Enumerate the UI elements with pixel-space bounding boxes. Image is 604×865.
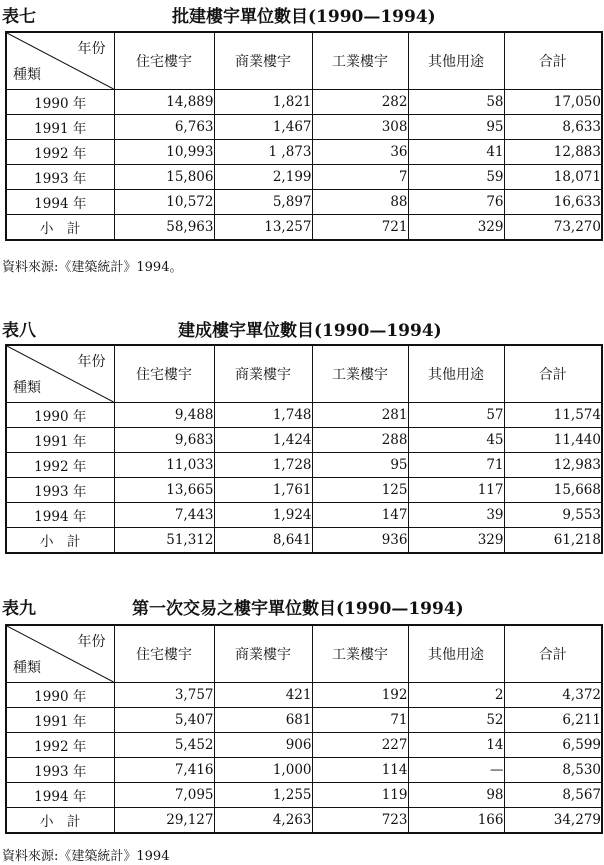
column-header: 合計 — [504, 32, 602, 90]
cell: 10,572 — [114, 190, 214, 215]
cell: 227 — [312, 733, 408, 758]
cell: 57 — [408, 403, 504, 428]
row-label: 1992 年 — [6, 140, 114, 165]
table8-title: 建成樓宇單位數目(1990—1994) — [178, 321, 442, 341]
cell: 12,883 — [504, 140, 602, 165]
row-label: 小 計 — [6, 808, 114, 834]
cell: 4,372 — [504, 683, 602, 708]
cell: 14,889 — [114, 90, 214, 115]
row-label: 1991 年 — [6, 428, 114, 453]
table-row — [6, 708, 602, 733]
row-label: 1992 年 — [6, 733, 114, 758]
cell: 76 — [408, 190, 504, 215]
cell: 16,633 — [504, 190, 602, 215]
cell: 5,452 — [114, 733, 214, 758]
cell: 1,924 — [214, 503, 312, 528]
cell: 9,553 — [504, 503, 602, 528]
column-header: 其他用途 — [408, 345, 504, 403]
column-header: 商業樓宇 — [214, 345, 312, 403]
row-label: 1990 年 — [6, 90, 114, 115]
cell: 281 — [312, 403, 408, 428]
subtotal-row — [6, 808, 602, 834]
table-row — [6, 503, 602, 528]
cell: 119 — [312, 783, 408, 808]
cell: 9,488 — [114, 403, 214, 428]
cell: 59 — [408, 165, 504, 190]
row-label: 1991 年 — [6, 115, 114, 140]
row-label: 1991 年 — [6, 708, 114, 733]
column-header: 住宅樓宇 — [114, 345, 214, 403]
cell: 15,668 — [504, 478, 602, 503]
cell: 95 — [408, 115, 504, 140]
column-header: 合計 — [504, 625, 602, 683]
row-label: 1992 年 — [6, 453, 114, 478]
subtotal-row — [6, 215, 602, 241]
corner-year-label: 年份 — [77, 634, 106, 650]
table9-label: 表九 — [2, 599, 36, 619]
cell: 11,033 — [114, 453, 214, 478]
cell: 6,211 — [504, 708, 602, 733]
cell: 1,000 — [214, 758, 312, 783]
cell: 723 — [312, 808, 408, 834]
table7-label: 表七 — [2, 7, 36, 27]
corner-kind-label: 種類 — [13, 67, 41, 83]
cell: 308 — [312, 115, 408, 140]
cell: 4,263 — [214, 808, 312, 834]
table-row — [6, 733, 602, 758]
cell: — — [408, 758, 504, 783]
cell: 3,757 — [114, 683, 214, 708]
row-label: 1993 年 — [6, 478, 114, 503]
cell: 8,567 — [504, 783, 602, 808]
column-header: 其他用途 — [408, 625, 504, 683]
cell: 1,728 — [214, 453, 312, 478]
cell: 98 — [408, 783, 504, 808]
cell: 1,821 — [214, 90, 312, 115]
cell: 8,641 — [214, 528, 312, 554]
corner-year-label: 年份 — [77, 354, 106, 370]
cell: 1,761 — [214, 478, 312, 503]
row-label: 1993 年 — [6, 165, 114, 190]
table9-title: 第一次交易之樓宇單位數目(1990—1994) — [132, 599, 464, 619]
row-label: 1994 年 — [6, 503, 114, 528]
cell: 73,270 — [504, 215, 602, 241]
cell: 11,574 — [504, 403, 602, 428]
column-header: 合計 — [504, 345, 602, 403]
cell: 936 — [312, 528, 408, 554]
table-row — [6, 190, 602, 215]
cell: 282 — [312, 90, 408, 115]
table7-title: 批建樓宇單位數目(1990—1994) — [172, 7, 436, 27]
cell: 13,665 — [114, 478, 214, 503]
cell: 421 — [214, 683, 312, 708]
cell: 1,748 — [214, 403, 312, 428]
table-row — [6, 165, 602, 190]
table-row — [6, 403, 602, 428]
cell: 125 — [312, 478, 408, 503]
cell: 7,443 — [114, 503, 214, 528]
column-header: 住宅樓宇 — [114, 625, 214, 683]
table8 — [5, 344, 603, 554]
cell: 5,407 — [114, 708, 214, 733]
row-label: 1994 年 — [6, 190, 114, 215]
cell: 117 — [408, 478, 504, 503]
cell: 1,467 — [214, 115, 312, 140]
cell: 329 — [408, 528, 504, 554]
cell: 7,416 — [114, 758, 214, 783]
cell: 166 — [408, 808, 504, 834]
cell: 192 — [312, 683, 408, 708]
row-label: 1990 年 — [6, 403, 114, 428]
column-header: 其他用途 — [408, 32, 504, 90]
table7-header-row — [6, 32, 602, 90]
column-header: 住宅樓宇 — [114, 32, 214, 90]
cell: 18,071 — [504, 165, 602, 190]
table7-source-note: 資料來源:《建築統計》1994。 — [2, 260, 183, 275]
cell: 147 — [312, 503, 408, 528]
cell: 906 — [214, 733, 312, 758]
table-row — [6, 140, 602, 165]
cell: 5,897 — [214, 190, 312, 215]
cell: 2,199 — [214, 165, 312, 190]
table-row — [6, 90, 602, 115]
row-label: 1994 年 — [6, 783, 114, 808]
cell: 7 — [312, 165, 408, 190]
cell: 8,633 — [504, 115, 602, 140]
table8-header-row — [6, 345, 602, 403]
table7-corner-cell — [6, 32, 114, 90]
cell: 14 — [408, 733, 504, 758]
column-header: 工業樓宇 — [312, 32, 408, 90]
cell: 13,257 — [214, 215, 312, 241]
cell: 1,424 — [214, 428, 312, 453]
cell: 51,312 — [114, 528, 214, 554]
table-row — [6, 683, 602, 708]
cell: 1 ,873 — [214, 140, 312, 165]
cell: 36 — [312, 140, 408, 165]
table9-header-row — [6, 625, 602, 683]
row-label: 小 計 — [6, 215, 114, 241]
cell: 34,279 — [504, 808, 602, 834]
corner-year-label: 年份 — [77, 41, 106, 57]
cell: 58,963 — [114, 215, 214, 241]
column-header: 工業樓宇 — [312, 345, 408, 403]
table9-corner-cell — [6, 625, 114, 683]
cell: 45 — [408, 428, 504, 453]
cell: 71 — [312, 708, 408, 733]
cell: 29,127 — [114, 808, 214, 834]
table7 — [5, 31, 603, 241]
cell: 1,255 — [214, 783, 312, 808]
cell: 9,683 — [114, 428, 214, 453]
cell: 288 — [312, 428, 408, 453]
corner-kind-label: 種類 — [13, 380, 41, 396]
cell: 95 — [312, 453, 408, 478]
column-header: 商業樓宇 — [214, 32, 312, 90]
cell: 114 — [312, 758, 408, 783]
cell: 41 — [408, 140, 504, 165]
cell: 88 — [312, 190, 408, 215]
cell: 681 — [214, 708, 312, 733]
table-row — [6, 478, 602, 503]
table8-label: 表八 — [2, 321, 36, 341]
row-label: 1990 年 — [6, 683, 114, 708]
cell: 71 — [408, 453, 504, 478]
table-row — [6, 428, 602, 453]
table-row — [6, 783, 602, 808]
cell: 2 — [408, 683, 504, 708]
row-label: 1993 年 — [6, 758, 114, 783]
cell: 58 — [408, 90, 504, 115]
cell: 7,095 — [114, 783, 214, 808]
cell: 15,806 — [114, 165, 214, 190]
table-row — [6, 758, 602, 783]
table-row — [6, 453, 602, 478]
subtotal-row — [6, 528, 602, 554]
table9 — [5, 624, 603, 834]
column-header: 商業樓宇 — [214, 625, 312, 683]
cell: 6,599 — [504, 733, 602, 758]
cell: 52 — [408, 708, 504, 733]
corner-kind-label: 種類 — [13, 660, 41, 676]
cell: 11,440 — [504, 428, 602, 453]
cell: 12,983 — [504, 453, 602, 478]
row-label: 小 計 — [6, 528, 114, 554]
cell: 61,218 — [504, 528, 602, 554]
cell: 6,763 — [114, 115, 214, 140]
table8-corner-cell — [6, 345, 114, 403]
table-row — [6, 115, 602, 140]
cell: 17,050 — [504, 90, 602, 115]
cell: 721 — [312, 215, 408, 241]
table9-source-note: 資料來源:《建築統計》1994 — [2, 849, 170, 864]
cell: 8,530 — [504, 758, 602, 783]
cell: 329 — [408, 215, 504, 241]
column-header: 工業樓宇 — [312, 625, 408, 683]
cell: 39 — [408, 503, 504, 528]
cell: 10,993 — [114, 140, 214, 165]
